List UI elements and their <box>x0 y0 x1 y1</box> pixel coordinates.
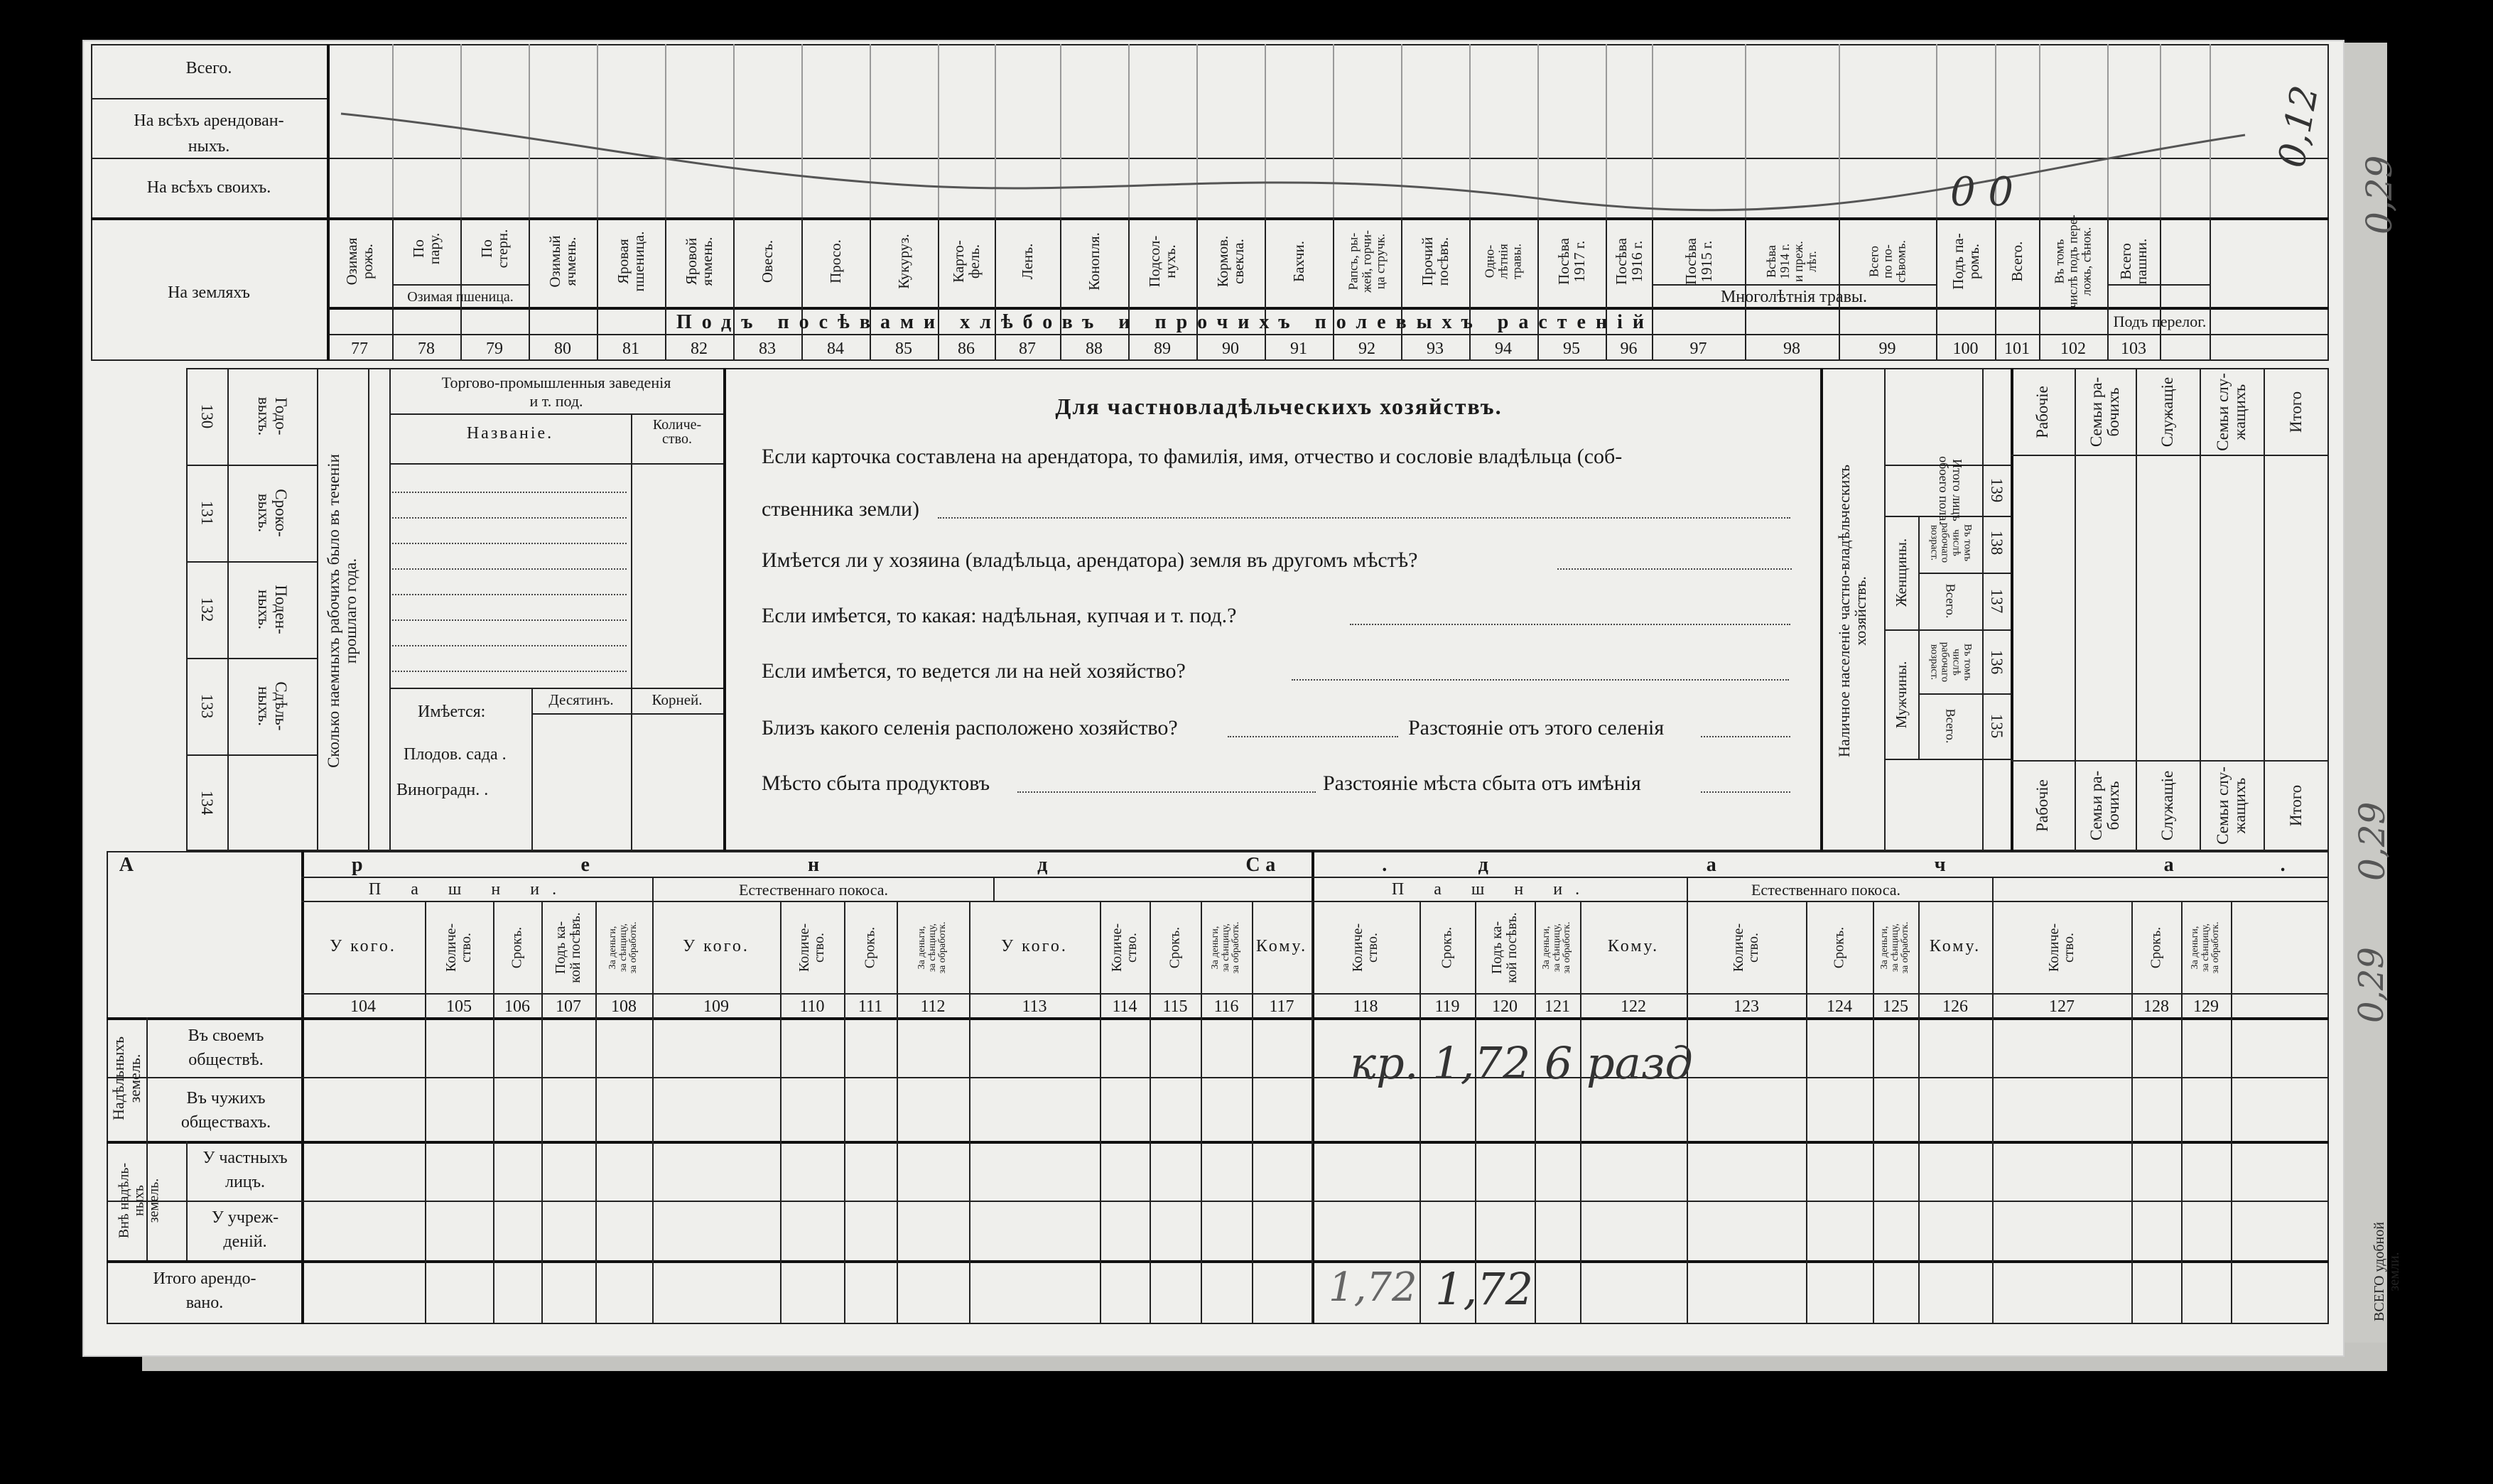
crop-num-96: 96 <box>1620 340 1638 358</box>
bottom-col-num-116: 116 <box>1213 997 1239 1016</box>
bottom-group-divider <box>1992 877 1994 901</box>
zhenshchiny-label: Женщины. <box>1892 538 1910 607</box>
bottom-group-divider <box>993 877 995 901</box>
trade-qty-col: Количе- ство. <box>652 417 702 447</box>
bottom-col-num-104: 104 <box>350 997 376 1016</box>
worker-num-130: 130 <box>198 404 217 429</box>
bottom-col-num-121: 121 <box>1545 997 1570 1016</box>
worker-row-line <box>186 561 317 563</box>
top-col-divider <box>1196 217 1198 361</box>
crop-label-99: Всего по по- сѣвомъ. <box>1866 240 1908 283</box>
crop-num-100: 100 <box>1952 340 1979 358</box>
trade-title: Торгово-промышленныя заведенія и т. под. <box>441 374 671 411</box>
pop-num-139: 139 <box>1988 477 2006 503</box>
itogo-oboego-pola: Итого лицъ обоего пола. <box>1937 456 1964 524</box>
crop-num-78: 78 <box>418 340 435 358</box>
crop-num-89: 89 <box>1154 340 1171 358</box>
arenda-pokos: Естественнаго покоса. <box>738 881 889 899</box>
crop-num-93: 93 <box>1427 340 1444 358</box>
top-col-divider <box>529 217 530 361</box>
crop-num-91: 91 <box>1290 340 1307 358</box>
crop-num-95: 95 <box>1563 340 1580 358</box>
bottom-col-divider <box>2231 901 2232 1324</box>
bottom-group-divider <box>652 877 654 901</box>
bottom-col-label-109: У кого. <box>683 937 750 955</box>
bottom-col-label-124: Срокъ. <box>1831 926 1847 969</box>
top-col-divider <box>1995 217 1996 361</box>
crop-num-84: 84 <box>827 340 844 358</box>
bottom-col-label-118: Количе- ство. <box>1350 923 1380 973</box>
bottom-col-num-120: 120 <box>1492 997 1518 1016</box>
bottom-col-num-124: 124 <box>1827 997 1852 1016</box>
bottom-col-divider <box>652 901 654 1324</box>
bottom-col-num-112: 112 <box>920 997 946 1016</box>
bottom-col-label-113: У кого. <box>1001 937 1068 955</box>
vsego-udobnoy-zemli: ВСЕГО удобной земли. <box>2372 1222 2402 1321</box>
plodov-sada-label: Плодов. сада . <box>404 745 507 764</box>
bottom-col-num-125: 125 <box>1883 997 1908 1016</box>
muzhchiny-label: Мужчины. <box>1892 661 1910 729</box>
worker-num-132: 132 <box>198 597 217 622</box>
crop-num-80: 80 <box>554 340 571 358</box>
bottom-col-label-129: За деньги, за сѣнцицу, за обработк. <box>2189 921 2222 974</box>
row-svoikh: На всѣхъ своихъ. <box>146 178 271 197</box>
bottom-col-num-115: 115 <box>1162 997 1188 1016</box>
crop-num-77: 77 <box>351 340 368 358</box>
worker-num-133: 133 <box>198 693 217 719</box>
bottom-col-num-113: 113 <box>1022 997 1047 1016</box>
top-col-divider <box>1469 217 1471 361</box>
top-col-divider <box>1060 217 1061 361</box>
bottom-col-num-117: 117 <box>1269 997 1294 1016</box>
crop-label-97: Посѣва 1915 г. <box>1682 238 1715 285</box>
bottom-col-divider <box>2181 901 2183 1324</box>
top-col-divider <box>1401 217 1402 361</box>
row-u-uchrezhdeniy: У учреж- деній. <box>211 1208 279 1251</box>
crop-label-100: Подъ па- ромъ. <box>1949 233 1982 290</box>
top-col-divider <box>1537 217 1539 361</box>
crop-num-98: 98 <box>1783 340 1800 358</box>
crop-label-88: Конопля. <box>1085 232 1103 291</box>
worker-label-132: Поден- ныхъ. <box>255 585 291 634</box>
muzh-rabochego-vozrasta: Въ томъ числѣ рабочаго возраст. <box>1928 641 1974 683</box>
bottom-col-divider <box>1806 901 1807 1324</box>
semyi-sluzhashchikh-top: Семьи слу- жащихъ <box>2213 373 2249 451</box>
bottom-col-label-123: Количе- ство. <box>1731 923 1761 973</box>
back-page-edge <box>2337 43 2387 1350</box>
bottom-col-divider <box>541 901 543 1324</box>
crop-num-99: 99 <box>1878 340 1896 358</box>
rabochie-bottom: Рабочіе <box>2033 779 2051 832</box>
bottom-col-num-118: 118 <box>1353 997 1378 1016</box>
worker-num-134: 134 <box>198 790 217 816</box>
bottom-col-divider <box>493 901 494 1324</box>
hired-workers-title: Сколько наемныхъ рабочихъ было въ теченіи прошлаго года. <box>324 454 359 768</box>
bottom-col-num-111: 111 <box>858 997 883 1016</box>
top-col-divider <box>2039 217 2040 361</box>
crop-num-101: 101 <box>2004 340 2030 358</box>
bottom-col-label-105: Количе- ство. <box>443 923 474 973</box>
bottom-col-label-122: Кому. <box>1607 937 1660 955</box>
bottom-col-divider <box>780 901 782 1324</box>
bottom-col-label-117: Кому. <box>1255 937 1308 955</box>
crop-num-82: 82 <box>691 340 708 358</box>
bottom-col-label-128: Срокъ. <box>2148 926 2164 969</box>
crop-num-81: 81 <box>622 340 639 358</box>
hand-029-top: 0,29 <box>2359 155 2400 234</box>
question-6b: Разстояніе мѣста сбыта отъ имѣнія <box>1323 771 1641 795</box>
hand-029-middle: 0,29 <box>2352 801 2393 881</box>
row-itogo-arendovano: Итого арендо- вано. <box>153 1269 256 1312</box>
arenda-title: А р е н д а. <box>119 854 1494 876</box>
bottom-col-label-114: Количе- ство. <box>1109 923 1140 973</box>
bottom-col-label-110: Количе- ство. <box>796 923 827 973</box>
bottom-col-label-127: Количе- ство. <box>2046 923 2077 973</box>
bottom-col-num-122: 122 <box>1621 997 1646 1016</box>
crop-num-79: 79 <box>486 340 503 358</box>
band-title: Подъ посѣвами хлѣбовъ и прочихъ полевыхъ растеній <box>676 311 1655 333</box>
top-col-divider <box>801 217 803 361</box>
arenda-pashni: П а ш н и. <box>368 880 570 899</box>
bottom-col-num-119: 119 <box>1434 997 1460 1016</box>
crop-label-77: Озимая рожь. <box>342 237 376 286</box>
worker-label-131: Сроко- выхъ. <box>255 489 291 537</box>
top-col-divider <box>1652 217 1653 361</box>
vne-nadelnykh-group: Внѣ надѣль- ныхъ земель. <box>116 1162 162 1239</box>
bottom-col-label-126: Кому. <box>1929 937 1981 955</box>
bottom-col-divider <box>1252 901 1253 1324</box>
top-col-divider <box>995 217 996 361</box>
crop-label-96: Посѣва 1916 г. <box>1612 238 1645 285</box>
worker-row-line <box>186 658 317 659</box>
crop-label-80: Озимый ячмень. <box>546 235 579 288</box>
bottom-col-divider <box>1475 901 1476 1324</box>
question-6a: Мѣсто сбыта продуктовъ <box>762 771 990 795</box>
row-vsego: Всего. <box>185 59 232 77</box>
top-col-divider <box>1936 217 1937 361</box>
crop-label-83: Овесъ. <box>758 239 776 283</box>
bottom-group-divider <box>1687 877 1688 901</box>
worker-label-133: Сдѣль- ныхъ. <box>255 681 291 731</box>
imeetsya-label: Имѣется: <box>418 703 486 721</box>
bottom-col-divider <box>1580 901 1581 1324</box>
bottom-col-num-114: 114 <box>1112 997 1137 1016</box>
hand-172-faint: 1,72 <box>1329 1264 1417 1311</box>
semyi-rabochikh-top: Семьи ра- бочихъ <box>2087 377 2122 448</box>
sluzhashchie-bottom: Служащіе <box>2158 770 2176 841</box>
korney-col: Корней. <box>651 691 703 708</box>
sdacha-title: С д а ч а. <box>1245 854 2392 876</box>
trade-name-col: Названіе. <box>466 424 554 443</box>
crop-label-86: Карто- фель. <box>949 240 983 283</box>
itogo-bottom: Итого <box>2286 784 2305 827</box>
bottom-col-divider <box>1100 901 1101 1324</box>
crop-label-87: Ленъ. <box>1018 243 1036 280</box>
private-farms-title: Для частновладѣльческихъ хозяйствъ. <box>1055 394 1503 419</box>
bottom-col-num-128: 128 <box>2143 997 2169 1016</box>
bottom-col-label-111: Срокъ. <box>862 926 878 969</box>
semyi-rabochikh-bottom: Семьи ра- бочихъ <box>2087 770 2122 841</box>
desyatin-col: Десятинъ. <box>548 691 614 708</box>
crop-label-78: По пару. <box>409 232 443 265</box>
na-zemlyakh-label: На земляхъ <box>168 283 250 302</box>
top-col-divider <box>2107 217 2109 361</box>
top-col-divider <box>665 217 666 361</box>
bottom-col-divider <box>1873 901 1874 1324</box>
bottom-col-num-106: 106 <box>504 997 530 1016</box>
pop-num-137: 137 <box>1988 588 2006 614</box>
hand-00: 0 0 <box>1950 169 2014 215</box>
top-col-divider <box>1606 217 1607 361</box>
bottom-col-divider <box>1419 901 1421 1324</box>
sdacha-pashni: П а ш н и. <box>1391 880 1593 899</box>
pop-num-136: 136 <box>1988 649 2006 675</box>
bottom-col-divider <box>1687 901 1688 1324</box>
bottom-col-divider <box>1918 901 1920 1324</box>
bottom-col-label-106: Срокъ. <box>509 926 525 969</box>
crop-label-79: По стерн. <box>477 229 511 269</box>
bottom-col-divider <box>1992 901 1994 1324</box>
bottom-col-label-125: За деньги, за сѣнцицу, за обработк. <box>1878 921 1911 974</box>
top-col-divider <box>597 217 598 361</box>
top-col-divider <box>392 217 394 361</box>
bottom-col-label-120: Подъ ка- кой посѣвъ. <box>1489 912 1520 983</box>
bottom-col-label-107: Подъ ка- кой посѣвъ. <box>553 912 583 983</box>
zhen-vsego: Всего. <box>1943 583 1958 619</box>
crop-num-103: 103 <box>2121 340 2146 358</box>
crop-label-93: Прочий посѣвъ. <box>1418 237 1451 286</box>
bottom-col-label-116: За деньги, за сѣнцицу, за обработк. <box>1209 921 1242 974</box>
zhen-rabochego-vozrasta: Въ томъ числѣ рабочаго возраст. <box>1928 522 1974 563</box>
bottom-col-divider <box>595 901 597 1324</box>
question-5b: Разстояніе отъ этого селенія <box>1408 716 1665 740</box>
bottom-col-num-109: 109 <box>703 997 729 1016</box>
worker-label-130: Годо- выхъ. <box>255 396 291 436</box>
top-col-divider <box>938 217 939 361</box>
bottom-col-num-105: 105 <box>446 997 472 1016</box>
crop-num-88: 88 <box>1086 340 1103 358</box>
top-col-divider <box>1128 217 1130 361</box>
bottom-col-divider <box>897 901 898 1324</box>
bottom-col-divider <box>2131 901 2133 1324</box>
crop-label-102: Въ томъ числѣ подъ пере- ложь, сѣнок. <box>2052 215 2094 308</box>
pop-num-138: 138 <box>1988 530 2006 556</box>
crop-label-95: Посѣва 1917 г. <box>1554 238 1588 285</box>
row-v-svoem: Въ своемъ обществѣ. <box>188 1027 264 1069</box>
pod-perelog-label: Подъ перелог. <box>2113 313 2207 330</box>
pop-num-135: 135 <box>1988 713 2006 739</box>
semyi-sluzhashchikh-bottom: Семьи слу- жащихъ <box>2213 767 2249 845</box>
bottom-col-label-108: За деньги, за сѣнцицу, за обработк. <box>607 921 639 974</box>
crop-label-89: Подсол- нухъ. <box>1145 235 1179 288</box>
bottom-col-divider <box>425 901 426 1324</box>
ozimaya-pshenitsa-label: Озимая пшеница. <box>407 289 514 305</box>
crop-num-102: 102 <box>2060 340 2086 358</box>
crop-label-101: Всего. <box>2008 241 2026 282</box>
bottom-col-num-127: 127 <box>2049 997 2075 1016</box>
crop-label-81: Яровая пшеница. <box>614 231 647 292</box>
vinograd-label: Виноградн. . <box>396 781 489 799</box>
top-col-divider <box>2210 217 2211 361</box>
crop-num-83: 83 <box>759 340 776 358</box>
top-col-divider <box>1265 217 1266 361</box>
top-col-divider <box>870 217 871 361</box>
bottom-col-num-123: 123 <box>1734 997 1759 1016</box>
bottom-col-label-121: За деньги, за сѣнцицу, за обработк. <box>1540 921 1573 974</box>
crop-label-91: Бахчи. <box>1289 241 1307 282</box>
hand-kr-172: кр. 1,72 6 разд <box>1350 1037 1693 1089</box>
bottom-col-num-110: 110 <box>799 997 825 1016</box>
bottom-col-divider <box>1201 901 1202 1324</box>
bottom-col-label-119: Срокъ. <box>1439 926 1455 969</box>
mnogoletnie-label: Многолѣтнія травы. <box>1720 288 1868 306</box>
crop-label-82: Яровой ячмень. <box>682 237 715 286</box>
row-u-chastnykh: У частныхъ лицъ. <box>202 1149 288 1191</box>
bottom-col-divider <box>1150 901 1151 1324</box>
crop-label-98: Всѣва 1914 г. и преж. лѣт. <box>1764 241 1819 282</box>
bottom-col-num-107: 107 <box>556 997 581 1016</box>
question-1b: ственника земли) <box>762 497 919 521</box>
bottom-col-num-129: 129 <box>2193 997 2219 1016</box>
question-4: Если имѣется, то ведется ли на ней хозяйство? <box>762 659 1186 683</box>
nadelnykh-zemel-group: Надѣльныхъ земель. <box>109 1036 144 1120</box>
worker-row-line <box>186 754 317 756</box>
crop-label-94: Одно- лѣтнія травы. <box>1482 243 1524 280</box>
bottom-col-num-108: 108 <box>611 997 637 1016</box>
question-2: Имѣется ли у хозяина (владѣльца, арендатора) земля въ другомъ мѣстѣ? <box>762 548 1418 572</box>
top-col-divider <box>2160 217 2161 361</box>
sluzhashchie-top: Служащіе <box>2158 377 2176 448</box>
bottom-col-label-112: За деньги, за сѣнцицу, за обработк. <box>916 921 948 974</box>
crop-label-84: Просо. <box>826 239 844 283</box>
crop-label-103: Всего пашни. <box>2116 238 2150 285</box>
top-col-divider <box>733 217 735 361</box>
muzh-vsego: Всего. <box>1943 708 1958 744</box>
bottom-col-divider <box>1535 901 1536 1324</box>
crop-num-86: 86 <box>958 340 975 358</box>
crop-label-85: Кукуруз. <box>894 234 912 289</box>
hand-012: 0,12 <box>2271 82 2327 171</box>
rabochie-top: Рабочіе <box>2033 386 2051 438</box>
worker-num-131: 131 <box>198 500 217 526</box>
worker-row-line <box>186 465 317 466</box>
bottom-col-divider <box>844 901 845 1324</box>
top-col-divider <box>1333 217 1334 361</box>
crop-label-90: Кормов. свекла. <box>1213 235 1247 288</box>
crop-num-92: 92 <box>1358 340 1375 358</box>
sdacha-pokos: Естественнаго покоса. <box>1751 881 1901 899</box>
bottom-col-divider <box>969 901 970 1324</box>
crop-num-85: 85 <box>895 340 912 358</box>
question-5a: Близъ какого селенія расположено хозяйство? <box>762 716 1178 740</box>
question-3: Если имѣется, то какая: надѣльная, купчая и т. под.? <box>762 604 1237 627</box>
population-title: Наличное населеніе частно-владѣльческихъ хозяйствъ. <box>1834 465 1869 757</box>
hand-029-bottom: 0,29 <box>2352 947 2391 1023</box>
question-1: Если карточка составлена на арендатора, то фамилія, имя, отчество и сословіе владѣльца (соб- <box>762 445 1623 468</box>
row-arendovannykh: На всѣхъ арендован- ныхъ. <box>134 112 284 156</box>
bottom-col-divider <box>1312 901 1313 1324</box>
crop-num-94: 94 <box>1495 340 1512 358</box>
bottom-col-num-126: 126 <box>1942 997 1968 1016</box>
crop-num-90: 90 <box>1222 340 1239 358</box>
crop-num-97: 97 <box>1689 340 1707 358</box>
row-v-chuzhikh: Въ чужихъ обществахъ. <box>180 1089 271 1132</box>
crop-label-92: Рапсъ, ры- жей, горчи- ца стручк. <box>1346 230 1388 293</box>
bottom-col-label-115: Срокъ. <box>1167 926 1183 969</box>
bottom-col-label-104: У кого. <box>330 937 396 955</box>
hand-172: 1,72 <box>1435 1263 1534 1315</box>
crop-num-87: 87 <box>1019 340 1036 358</box>
itogo-top: Итого <box>2286 391 2305 433</box>
